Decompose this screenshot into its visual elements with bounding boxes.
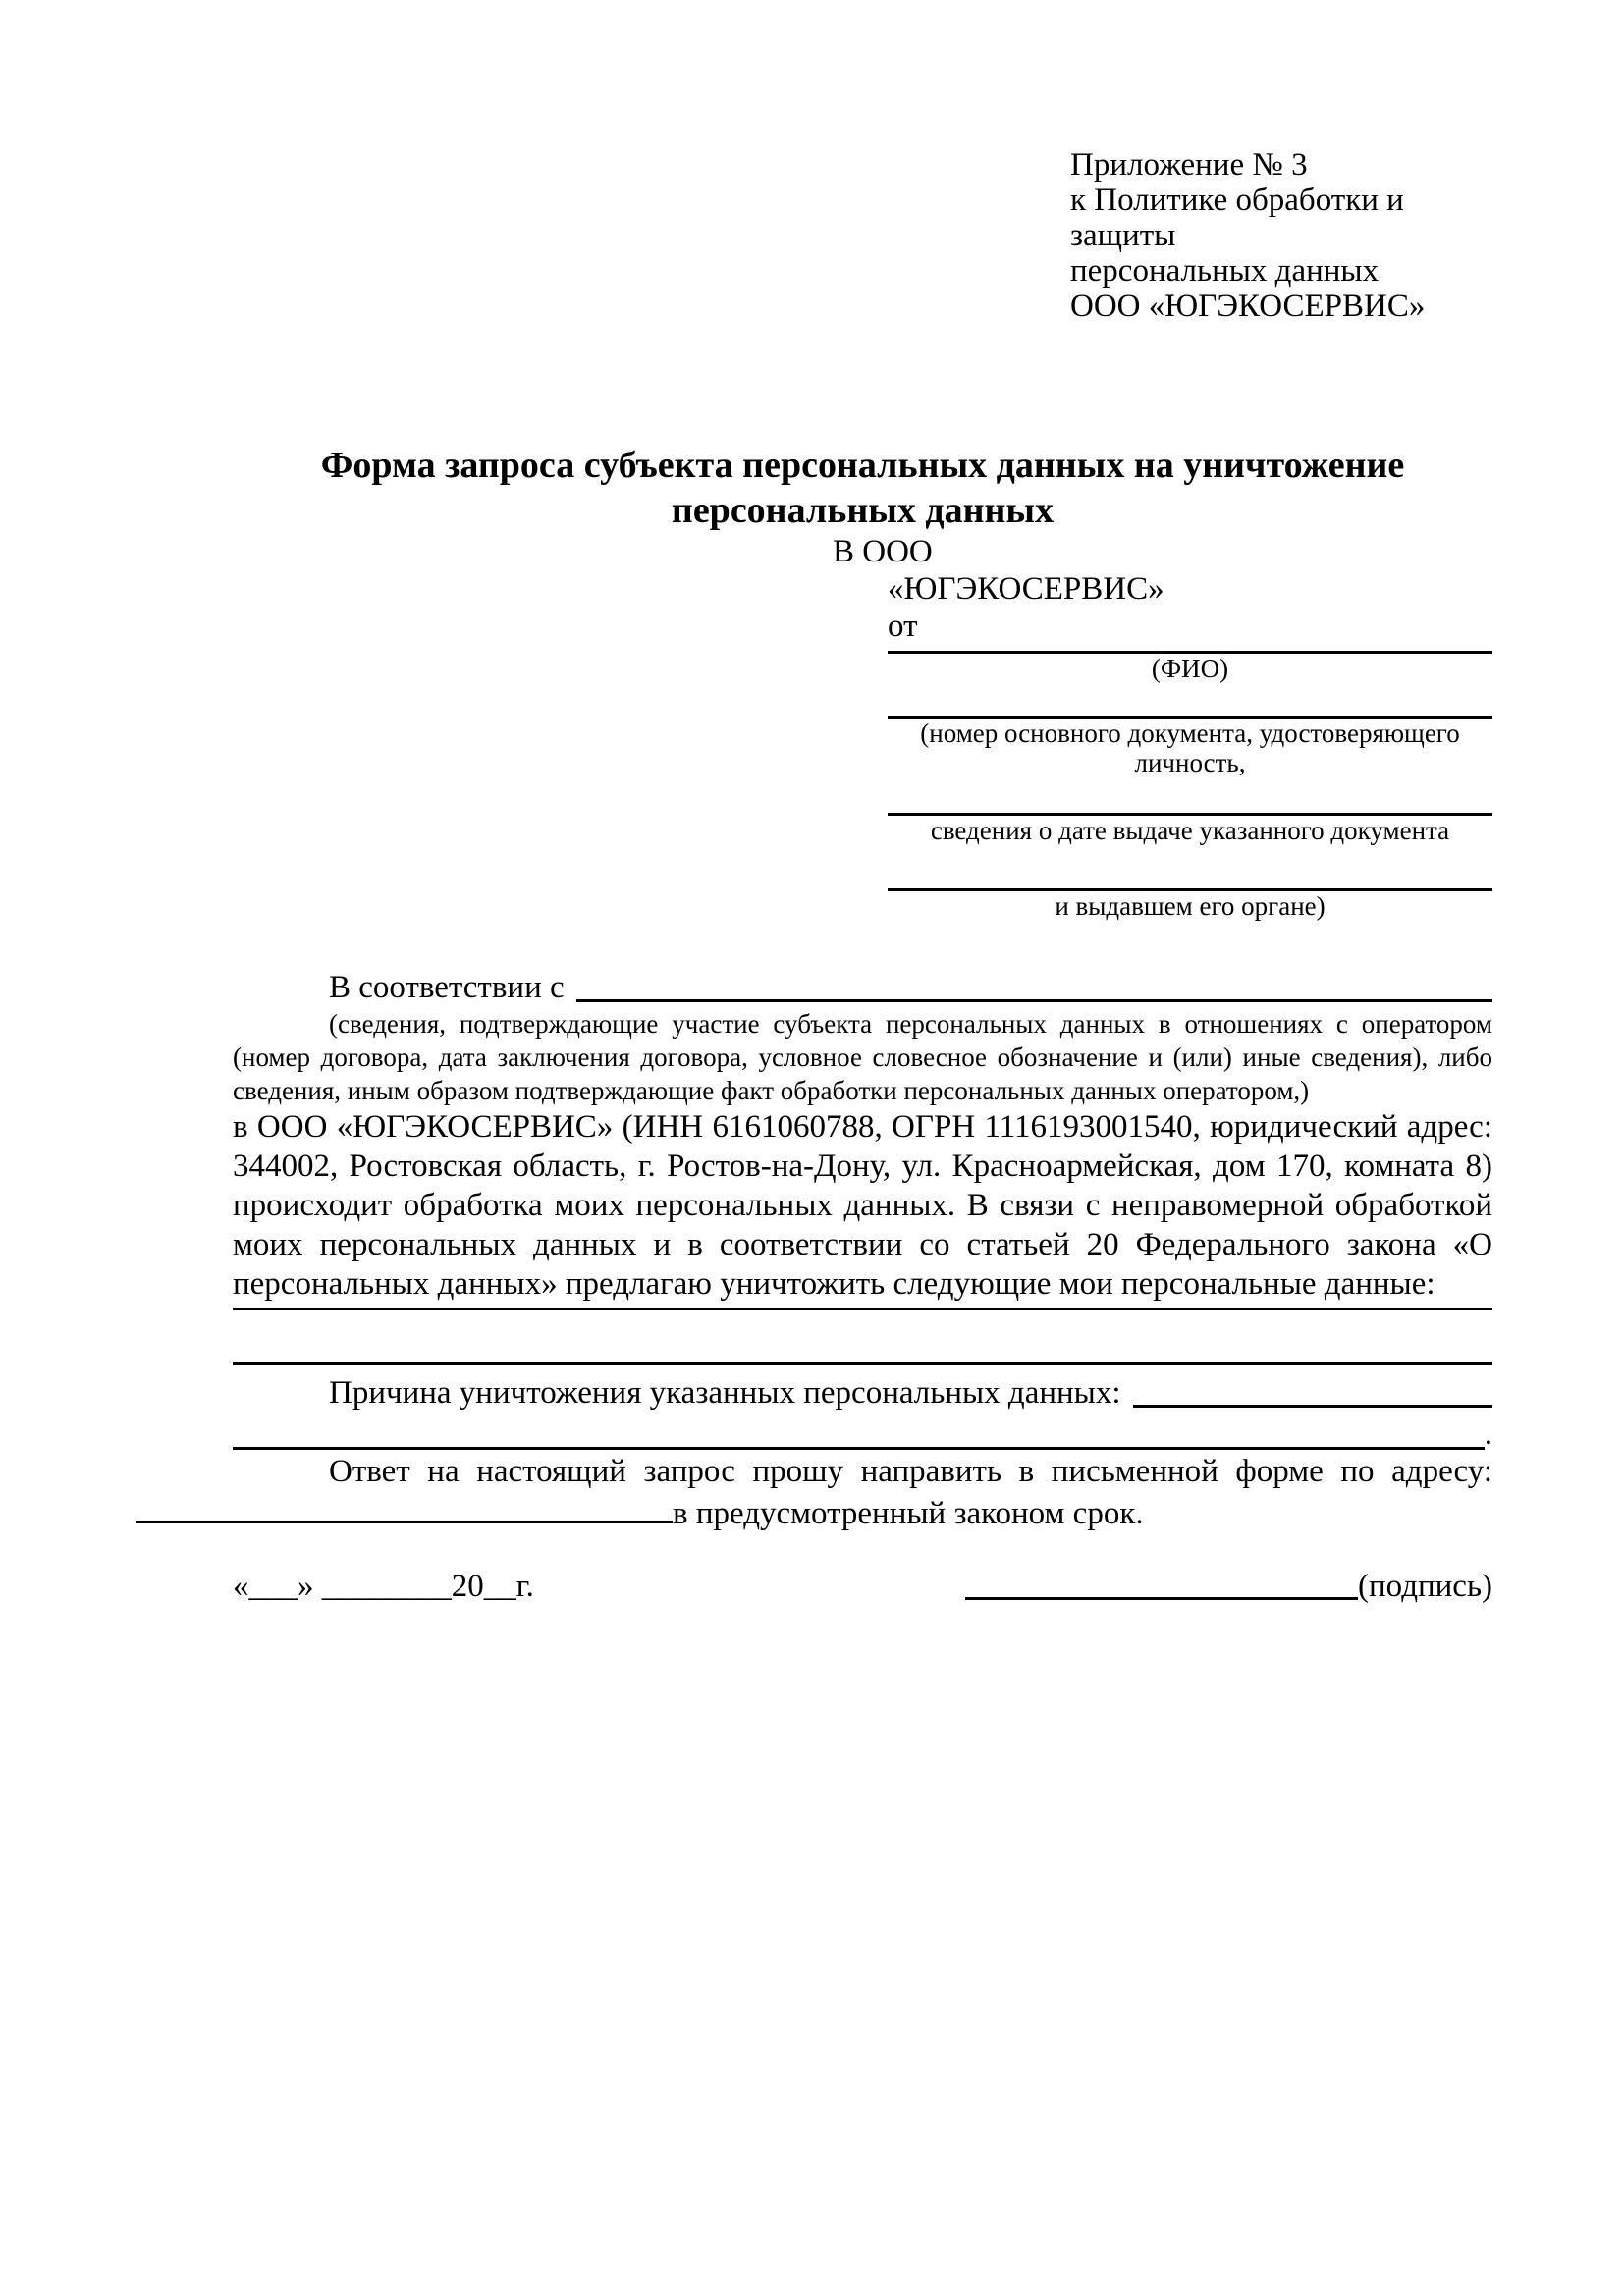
response-lead: Ответ на настоящий запрос прошу направить в письменной форме по адресу: [329,1454,1492,1489]
reason-continuation-row [233,1413,1492,1452]
reason-blank-line [1133,1373,1492,1408]
document-number-blank-line [888,683,1492,719]
issue-date-caption: сведения о дате выдаче указанного документа [930,816,1450,845]
response-paragraph [233,1452,1492,1533]
reason-period: . [1484,1416,1492,1452]
signature-group [965,1567,1492,1606]
reason-label: Причина уничтожения указанных персональных данных: [329,1375,1121,1411]
data-blank-line-2 [233,1310,1492,1365]
accordance-note: (сведения, подтверждающие участие субъекта персональных данных в отношениях с оператором (номер договора, дата заключения договора, условное словесное обозначение и (или) иные сведения), либо сведения, иным образом подтверждающие факт обработки персональных данных оператором,) [233,1009,1492,1105]
data-blank-line-1 [233,1304,1492,1310]
addressee-to-prefix: В ООО [833,534,933,569]
addressee-company-name: «ЮГЭКОСЕРВИС» [888,571,1164,607]
accordance-blank-line [576,968,1492,1002]
accordance-row [233,968,1492,1007]
appendix-line: ООО «ЮГЭКОСЕРВИС» [1070,289,1426,324]
reason-continuation-blank-line [233,1447,1485,1450]
issue-date-blank-line [888,777,1492,816]
issuing-authority-blank-line [888,845,1492,891]
footer-row [233,1567,1492,1606]
response-address-blank-line [136,1491,673,1523]
document-title: Форма запроса субъекта персональных данных на уничтожение персональных данных [320,445,1405,531]
accordance-lead: В соответствии с [329,970,565,1005]
body-paragraph: в ООО «ЮГЭКОСЕРВИС» (ИНН 6161060788, ОГРН 1116193001540, юридический адрес: 344002, Ростовская область, г. Ростов-на-Дону, ул. Красноармейская, дом 170, комната 8) происходит обработка моих персональных данных. В связи с неправомерной обработкой моих персональных данных и в соответствии со статьей 20 Федерального закона «О персональных данных» предлагаю уничтожить следующие мои персональные данные: [233,1109,1492,1302]
document-number-caption: (номер основного документа, удостоверяющего личность, [920,719,1460,777]
date-field: «___» ________20__г. [233,1569,534,1604]
response-tail: в предусмотренный законом срок. [673,1496,1144,1531]
appendix-header [1070,147,1492,324]
signature-caption: (подпись) [1358,1569,1492,1604]
issuing-authority-caption: и выдавшем его органе) [1055,891,1326,921]
reason-row [233,1373,1492,1413]
appendix-line: персональных данных [1070,253,1380,289]
fio-blank-line [888,645,1492,654]
addressee-from-label: от [888,609,918,644]
signature-blank-line [965,1597,1358,1600]
appendix-line: к Политике обработки и защиты [1070,183,1404,253]
addressee-block [833,533,1492,921]
fio-caption: (ФИО) [1151,654,1229,683]
appendix-line: Приложение № 3 [1070,147,1308,183]
